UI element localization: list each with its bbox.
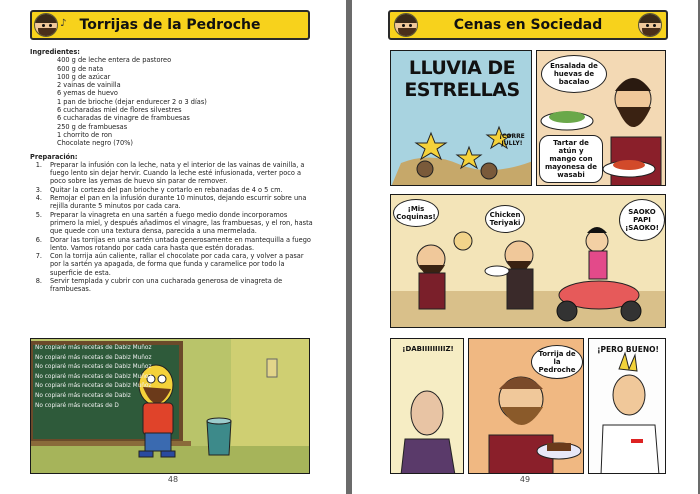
chalk-line: No copiaré más recetas de Dabiz Muñoz bbox=[35, 354, 152, 361]
ingredient-item: 6 cucharadas de vinagre de frambuesas bbox=[57, 114, 190, 123]
speech-bubble: Ensalada de huevas de bacalao bbox=[541, 55, 607, 93]
step-number: 7. bbox=[35, 252, 42, 261]
step-item bbox=[30, 186, 315, 194]
step-text: Preparar la vinagreta en una sartén a fuego medio donde incorporamos primero la miel, y después añadimos el vinagre, las frambuesas, y el ron, hasta que quede con una textura densa, parecida a una mermelada. bbox=[50, 210, 313, 236]
step-text: Quitar la corteza del pan brioche y cortarlo en rebanadas de 4 o 5 cm. bbox=[50, 185, 283, 194]
corre-jully-sfx: ¡CORRE JULLY! bbox=[499, 133, 525, 147]
lluvia-de-estrellas-text: LLUVIA DE ESTRELLAS bbox=[404, 57, 520, 101]
chalk-line: No copiaré más recetas de Dabiz Muñoz bbox=[35, 373, 152, 380]
left-page-title: Torrijas de la Pedroche bbox=[79, 17, 261, 33]
comic-panel-chef-dishes bbox=[536, 50, 666, 186]
comic-panel-dabiz bbox=[390, 338, 464, 474]
comic-panel-vespa bbox=[390, 194, 666, 328]
step-item bbox=[30, 161, 315, 186]
steps-list bbox=[30, 161, 315, 294]
ingredients-heading: Ingredientes: bbox=[30, 48, 80, 56]
ingredient-item: 1 chorrito de ron bbox=[57, 130, 113, 139]
chalk-line: No copiaré más recetas de Dabiz Muñoz bbox=[35, 383, 152, 390]
speech-bubble: Chicken Teriyaki bbox=[485, 205, 525, 233]
step-item bbox=[30, 252, 315, 277]
chalk-line: No copiaré más recetas de Dabiz Muñoz bbox=[35, 345, 152, 351]
speech-bubble: SAOKO PAPI ¡SAOKO! bbox=[619, 199, 665, 241]
speech-bubble: Tartar de atún y mango con mayonesa de wasabi bbox=[539, 135, 603, 183]
ingredient-item: Chocolate negro (70%) bbox=[57, 139, 134, 148]
chef-mohawk-scene bbox=[589, 339, 666, 474]
step-text: Con la torrija aún caliente, rallar el chocolate por cada cara, y volver a pasar por la sartén ya apagada, de forma que funda y caramelice por todo la superficie de esta. bbox=[50, 252, 304, 277]
ingredient-item: 250 g de frambuesas bbox=[57, 122, 128, 131]
angry-woman-scene bbox=[391, 339, 464, 474]
ingredients-list bbox=[57, 56, 315, 147]
ingredient-item: 6 yemas de huevo bbox=[57, 89, 118, 98]
step-text: Preparar la infusión con la leche, nata y el interior de las vainas de vainilla, a fuego lento sin dejar hervir. Cuando la leche esté infusionada, verter poco a poco sobre las yemas de huevo sin parar de remover. bbox=[50, 160, 305, 186]
left-page bbox=[0, 0, 346, 494]
speech-bubble: Torrija de la Pedroche bbox=[531, 345, 583, 379]
ingredient-item: 1 pan de brioche (dejar endurecer 2 o 3 días) bbox=[57, 97, 207, 106]
step-number: 5. bbox=[35, 210, 42, 219]
chalkboard-lines bbox=[35, 344, 177, 411]
step-item bbox=[30, 236, 315, 253]
step-number: 4. bbox=[35, 194, 42, 203]
step-item bbox=[30, 211, 315, 236]
step-item bbox=[30, 194, 315, 211]
right-page-title: Cenas en Sociedad bbox=[453, 17, 603, 33]
step-text: Remojar el pan en la infusión durante 10 minutos, dejando escurrir sobre una rejilla durante 5 minutos por cada cara. bbox=[50, 194, 307, 211]
left-page-number: 48 bbox=[167, 475, 179, 484]
right-page-title-bar bbox=[388, 10, 668, 40]
ingredient-item: 600 g de nata bbox=[57, 64, 104, 73]
chef-face-icon bbox=[34, 13, 58, 37]
chalk-line: No copiaré más recetas de D bbox=[35, 402, 119, 409]
step-number: 3. bbox=[35, 185, 42, 194]
right-page-number: 49 bbox=[519, 475, 531, 484]
ingredient-item: 400 g de leche entera de pastoreo bbox=[57, 56, 172, 65]
pero-bueno-shout: ¡PERO BUENO! bbox=[597, 345, 659, 354]
step-number: 8. bbox=[35, 277, 42, 286]
comic-panel-torrija bbox=[468, 338, 584, 474]
chalk-line: No copiaré más recetas de Dabiz Muñoz bbox=[35, 364, 152, 371]
recipe-text bbox=[30, 48, 315, 294]
step-text: Dorar las torrijas en una sartén untada generosamente en mantequilla a fuego lento. Vamos rotando por cada cara hasta que estén doradas. bbox=[50, 235, 311, 252]
ingredient-item: 6 cucharadas miel de flores silvestres bbox=[57, 106, 182, 115]
speech-bubble: ¡Mis Coquinas! bbox=[393, 199, 439, 227]
preparation-heading: Preparación: bbox=[30, 152, 78, 161]
chef-face-icon bbox=[638, 13, 662, 37]
ingredient-item: 100 g de azúcar bbox=[57, 72, 111, 81]
chalk-line: No copiaré más recetas de Dabiz bbox=[35, 392, 131, 399]
step-text: Servir templada y cubrir con una cucharada generosa de vinagreta de frambuesas. bbox=[50, 277, 283, 294]
comic-panel-stars bbox=[390, 50, 532, 186]
ingredient-item: 2 vainas de vainilla bbox=[57, 81, 121, 90]
left-page-title-bar bbox=[30, 10, 310, 40]
music-note-icon: ♪ bbox=[60, 18, 67, 29]
step-number: 1. bbox=[35, 160, 42, 169]
chalkboard-illustration bbox=[30, 338, 310, 474]
chef-face-icon bbox=[394, 13, 418, 37]
right-page bbox=[352, 0, 698, 494]
dabiz-shout: ¡DABIIIIIIIIIZ! bbox=[402, 345, 454, 353]
step-item bbox=[30, 277, 315, 294]
comic-panel-pero-bueno bbox=[588, 338, 666, 474]
step-number: 6. bbox=[35, 235, 42, 244]
